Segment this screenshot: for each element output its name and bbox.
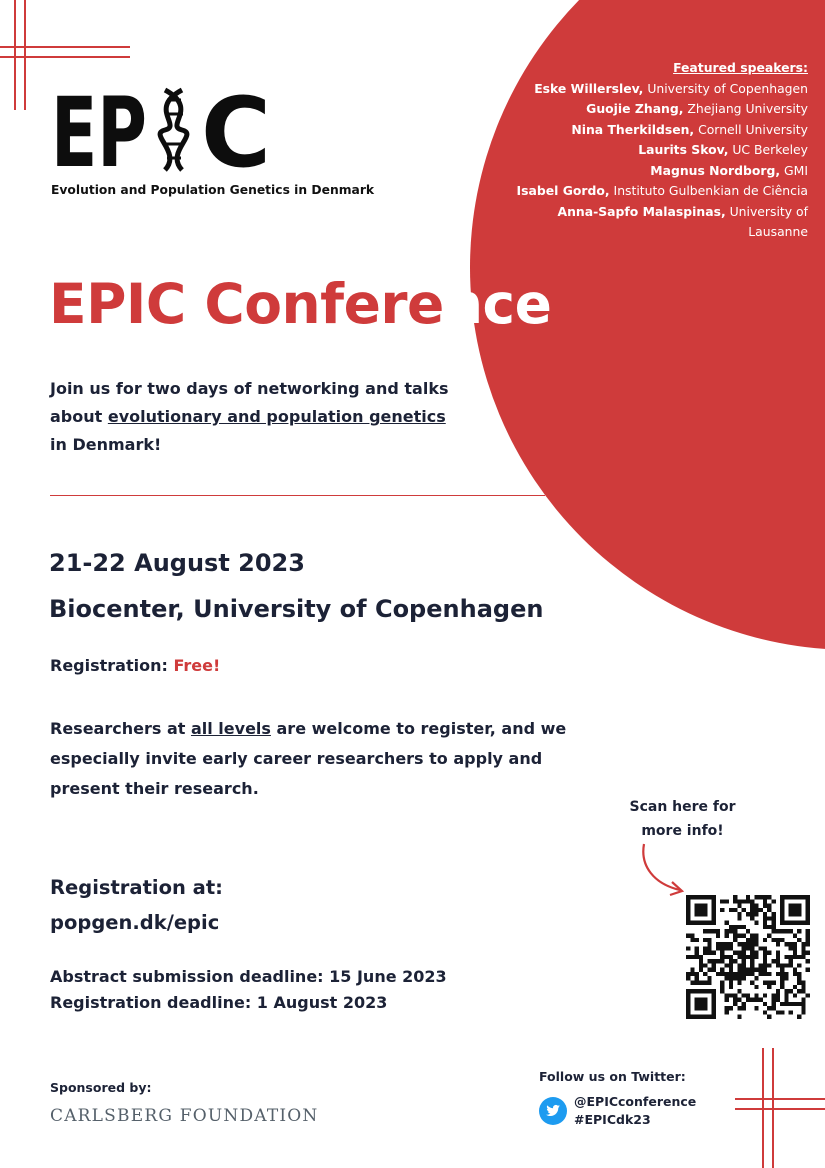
speaker-row: Nina Therkildsen, Cornell University — [571, 121, 808, 137]
speakers-header: Featured speakers: — [673, 60, 808, 75]
twitter-handle[interactable]: @EPICconference — [574, 1094, 697, 1109]
qr-code-icon[interactable] — [686, 895, 810, 1019]
speaker-row: Magnus Nordborg, GMI — [650, 162, 808, 178]
speaker-row: Anna-Sapfo Malaspinas, University of — [557, 203, 808, 219]
twitter-bird-icon[interactable] — [539, 1097, 567, 1125]
researchers-text: Researchers at all levels are welcome to register, and we especially invite early career researchers to apply and present their research. — [50, 719, 567, 798]
registration-price: Registration: Free! — [50, 656, 221, 675]
twitter-hashtag[interactable]: #EPICdk23 — [574, 1112, 651, 1127]
logo-subtitle: Evolution and Population Genetics in Denmark — [51, 183, 375, 197]
registration-link-block — [50, 870, 223, 940]
conference-title: EPIC Conference — [49, 272, 552, 336]
registration-url[interactable]: popgen.dk/epic — [50, 911, 220, 934]
event-dates: 21-22 August 2023 — [49, 549, 305, 577]
speaker-row: Guojie Zhang, Zhejiang University — [586, 101, 808, 116]
epic-logo — [51, 86, 281, 172]
speaker-row: Eske Willerslev, University of Copenhagen — [534, 80, 808, 96]
speaker-row: Laurits Skov, UC Berkeley — [638, 142, 808, 157]
deadlines — [50, 964, 447, 1016]
logo-letters-ep: EP — [51, 86, 147, 172]
dna-helix-icon — [160, 90, 187, 170]
speaker-row: Isabel Gordo, Instituto Gulbenkian de Ciência — [516, 183, 808, 198]
twitter-handles — [574, 1093, 696, 1129]
featured-speakers — [478, 58, 808, 243]
registration-at-label: Registration at: — [50, 876, 223, 899]
divider-line — [50, 495, 545, 496]
speaker-row: Lausanne — [748, 224, 808, 239]
abstract-deadline: Abstract submission deadline: 15 June 2023 — [50, 967, 447, 986]
scan-prompt: Scan here for more info! — [629, 799, 736, 839]
sponsor-logo-text: CARLSBERG FOUNDATION — [50, 1106, 319, 1126]
twitter-follow-label: Follow us on Twitter: — [539, 1069, 686, 1084]
curved-arrow-icon — [636, 840, 692, 898]
logo-letter-c: C — [201, 86, 271, 172]
registration-deadline: Registration deadline: 1 August 2023 — [50, 993, 388, 1012]
event-details — [49, 540, 543, 632]
sponsor-label: Sponsored by: — [50, 1080, 152, 1095]
intro-text: Join us for two days of networking and talks about evolutionary and population genetics in Denmark! — [50, 379, 449, 454]
event-venue: Biocenter, University of Copenhagen — [49, 595, 544, 623]
